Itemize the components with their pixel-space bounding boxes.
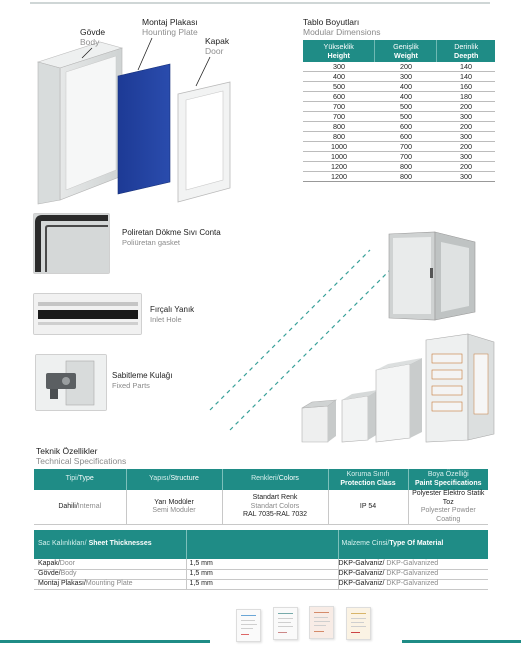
spec-header-protection-tr: Koruma Sınıfı (346, 471, 390, 478)
sheet-header-left-tr: Sac Kalınlıkları/ (38, 540, 87, 548)
spec-header-structure-tr: Yapısı/ (149, 475, 171, 483)
spec-header-structure (126, 469, 222, 490)
dim-cell-height: 300 (303, 62, 375, 72)
spec-header-paint (408, 469, 488, 490)
sheet-part-tr: Montaj Plakası/ (38, 579, 86, 587)
spec-paint-en: Polyester Powder Coating (420, 507, 476, 523)
dim-cell-depth: 160 (437, 82, 495, 92)
dim-cell-height: 1200 (303, 162, 375, 172)
dim-cell-width: 600 (375, 132, 437, 142)
sheet-thickness-value: 1,5 mm (186, 569, 338, 579)
dimensions-header-row (303, 40, 495, 62)
tech-spec-title-en: Technical Specifications (36, 456, 127, 466)
sheet-thickness-value: 1,5 mm (186, 579, 338, 589)
dim-header-width-en: Weight (394, 51, 418, 60)
dim-cell-width: 500 (375, 112, 437, 122)
brush-inlet-photo (33, 293, 142, 335)
sheet-material-cell (338, 569, 488, 579)
spec-header-type (34, 469, 126, 490)
tech-spec-title (36, 446, 126, 466)
dim-header-depth-tr: Derinlik (454, 42, 479, 51)
spec-colors-en: Standart Colors (250, 502, 300, 510)
sheet-row (34, 579, 488, 589)
certificate-thumbnail-1 (236, 609, 261, 642)
spec-type-tr: Dahili/ (58, 502, 78, 510)
feature-fixing-en: Fixed Parts (112, 381, 150, 390)
feature-fixing-tr: Sabitleme Kulağı (112, 371, 173, 380)
dimensions-row (303, 92, 495, 102)
dimensions-table (303, 40, 495, 182)
open-cabinet-photo (385, 228, 485, 328)
spec-paint-tr2: Toz (442, 498, 454, 506)
dim-cell-width: 400 (375, 82, 437, 92)
dimensions-title-en: Modular Dimensions (303, 27, 381, 37)
spec-header-paint-tr: Boya Özelliği (427, 471, 469, 478)
feature-gasket-en: Poliüretan gasket (122, 238, 180, 247)
sheet-material-en: DKP-Galvanized (386, 559, 439, 567)
sheet-row (34, 559, 488, 569)
tech-spec-row (34, 490, 488, 525)
spec-type-en: Internal (77, 502, 102, 510)
label-plate-en: Hounting Plate (142, 27, 198, 37)
sheet-part-cell (34, 579, 186, 589)
dim-cell-width: 700 (375, 152, 437, 162)
spec-header-protection (328, 469, 408, 490)
cabinet-lineup-photo (298, 330, 503, 445)
sheet-material-tr: DKP-Galvaniz/ (338, 559, 387, 567)
feature-gasket-tr: Poliretan Dökme Sıvı Conta (122, 228, 221, 237)
feature-inlet-en: Inlet Hole (150, 315, 182, 324)
label-door-tr: Kapak (205, 36, 230, 46)
label-leader-lines (0, 0, 300, 100)
dimensions-row (303, 172, 495, 182)
brush-inlet-graphic (34, 294, 142, 335)
sheet-header-mid (186, 530, 338, 559)
spec-paint-cell (408, 490, 488, 525)
sheet-row (34, 569, 488, 579)
sheet-material-tr: DKP-Galvaniz/ (338, 569, 387, 577)
dim-header-height (303, 40, 375, 62)
label-body-en: Body (80, 37, 100, 47)
dim-cell-height: 1200 (303, 172, 375, 182)
label-door-en: Door (205, 46, 224, 56)
dim-cell-height: 1000 (303, 142, 375, 152)
sheet-header-left-en: Sheet Thicknesses (86, 540, 152, 548)
dim-header-depth (437, 40, 495, 62)
dim-header-height-en: Height (327, 51, 350, 60)
tech-spec-header-row (34, 469, 488, 490)
sheet-material-cell (338, 579, 488, 589)
dim-cell-width: 500 (375, 102, 437, 112)
label-plate-tr: Montaj Plakası (142, 17, 198, 27)
dim-cell-width: 800 (375, 162, 437, 172)
dim-cell-depth: 300 (437, 152, 495, 162)
feature-fixing (112, 371, 172, 391)
certificate-thumbnail-3 (309, 606, 334, 639)
spec-colors-cell (222, 490, 328, 525)
sheet-part-cell (34, 569, 186, 579)
sheet-header-left (34, 530, 186, 559)
sheet-material-tr: DKP-Galvaniz/ (338, 579, 387, 587)
dim-cell-height: 800 (303, 132, 375, 142)
dim-cell-height: 1000 (303, 152, 375, 162)
sheet-thickness-table (34, 530, 488, 590)
spec-structure-en: Semi Moduler (152, 507, 196, 514)
sheet-thickness-body (34, 559, 488, 589)
sheet-part-en: Body (60, 569, 77, 577)
spec-header-colors-en: Colors (278, 475, 299, 483)
sheet-material-cell (338, 559, 488, 569)
sheet-header-row (34, 530, 488, 559)
certificate-thumbnail-4 (346, 607, 371, 640)
dim-cell-height: 600 (303, 92, 375, 102)
dim-cell-depth: 140 (437, 72, 495, 82)
sheet-part-en: Door (59, 559, 75, 567)
feature-inlet (150, 305, 194, 325)
dim-cell-width: 300 (375, 72, 437, 82)
spec-header-protection-en: Protection Class (340, 479, 396, 487)
spec-header-colors (222, 469, 328, 490)
spec-colors-tr: Standart Renk (252, 494, 298, 502)
spec-structure-cell (126, 490, 222, 525)
dim-cell-depth: 180 (437, 92, 495, 102)
spec-structure-tr: Yarı Modüler (154, 498, 194, 506)
dim-cell-depth: 300 (437, 112, 495, 122)
dim-cell-depth: 200 (437, 122, 495, 132)
dim-header-height-tr: Yükseklik (323, 42, 354, 51)
dimensions-row (303, 102, 495, 112)
dim-cell-depth: 300 (437, 172, 495, 182)
sheet-part-tr: Gövde/ (38, 569, 61, 577)
sheet-header-right-tr: Malzeme Cinsi/ (341, 540, 390, 548)
sheet-material-en: DKP-Galvanized (386, 569, 439, 577)
label-body-tr: Gövde (80, 27, 106, 37)
gasket-photo (33, 213, 110, 274)
fixing-lug-graphic (36, 355, 107, 411)
dim-cell-height: 400 (303, 72, 375, 82)
dimensions-row (303, 82, 495, 92)
certificate-thumbnail-2 (273, 607, 298, 640)
dim-cell-depth: 200 (437, 142, 495, 152)
dim-cell-height: 700 (303, 112, 375, 122)
spec-header-paint-en: Paint Specifications (414, 479, 482, 487)
bottom-bar-left (0, 640, 210, 643)
sheet-header-right (338, 530, 488, 559)
dim-cell-height: 500 (303, 82, 375, 92)
dim-cell-width: 200 (375, 62, 437, 72)
sheet-material-en: DKP-Galvanized (386, 579, 439, 587)
dimensions-row (303, 142, 495, 152)
dimensions-row (303, 122, 495, 132)
dimensions-row (303, 162, 495, 172)
spec-header-type-en: Type (78, 475, 94, 483)
dim-cell-depth: 200 (437, 162, 495, 172)
dimensions-title-tr: Tablo Boyutları (303, 17, 360, 27)
dim-cell-height: 700 (303, 102, 375, 112)
bottom-bar-right (402, 640, 521, 643)
dimensions-row (303, 62, 495, 72)
spec-protection-value: IP 54 (328, 490, 408, 525)
sheet-part-tr: Kapak/ (38, 559, 60, 567)
dimensions-row (303, 152, 495, 162)
spec-type-cell (34, 490, 126, 525)
dimensions-body (303, 62, 495, 182)
dim-cell-depth: 300 (437, 132, 495, 142)
dimensions-row (303, 112, 495, 122)
dim-cell-width: 400 (375, 92, 437, 102)
dim-header-width-tr: Genişlik (393, 42, 419, 51)
dim-cell-depth: 140 (437, 62, 495, 72)
dim-header-width (375, 40, 437, 62)
dim-cell-depth: 200 (437, 102, 495, 112)
spec-header-structure-en: Structure (170, 475, 199, 483)
gasket-corner-graphic (34, 214, 110, 274)
spec-header-type-tr: Tipi/ (65, 475, 79, 483)
feature-inlet-tr: Fırçalı Yanık (150, 305, 195, 314)
dimensions-row (303, 132, 495, 142)
dim-cell-width: 800 (375, 172, 437, 182)
spec-paint-tr: Polyester Elektro Statik (412, 490, 485, 497)
dim-cell-height: 800 (303, 122, 375, 132)
sheet-header-right-en: Type Of Material (389, 540, 444, 548)
dim-cell-width: 700 (375, 142, 437, 152)
door-frame-shape (178, 82, 230, 202)
spec-header-colors-tr: Renkleri/ (251, 475, 279, 483)
dim-header-depth-en: Deepth (454, 51, 479, 60)
fixing-lug-photo (35, 354, 107, 411)
sheet-part-cell (34, 559, 186, 569)
tech-spec-table (34, 469, 488, 525)
spec-colors-ral: RAL 7035-RAL 7032 (242, 511, 308, 519)
dim-cell-width: 600 (375, 122, 437, 132)
dimensions-row (303, 72, 495, 82)
dimensions-title (303, 17, 380, 37)
tech-spec-title-tr: Teknik Özellikler (36, 446, 98, 456)
sheet-thickness-value: 1,5 mm (186, 559, 338, 569)
sheet-part-en: Mounting Plate (85, 579, 133, 587)
